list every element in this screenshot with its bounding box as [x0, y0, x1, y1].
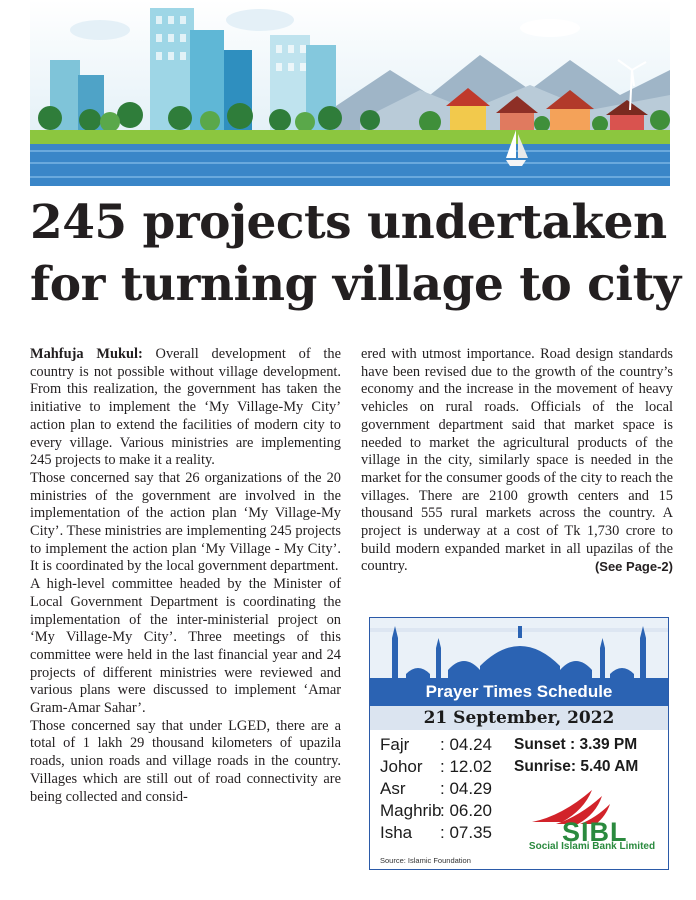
- prayer-row-isha: [380, 822, 510, 844]
- article-column-right: [361, 346, 673, 576]
- prayer-time: : 07.35: [440, 823, 492, 842]
- sibl-logo: [522, 786, 662, 858]
- article-continuation-text: ered with utmost importance. Road design standards have been revised due to the growth of the country’s economy and the increase in the movement of heavy vehicles on rural roads. Officials of the local government department said that market space is needed to market the agricultural products of the village in the city, similarly space is needed in the market for the consumer goods of the city to reach the villages. There are 2100 growth centers and 15 thousand 555 rural markets across the country. A project is underway at a cost of Tk 1,730 crore to build modern expanded market in all upazilas of the country.: [361, 346, 673, 575]
- prayer-name: Asr: [380, 779, 406, 798]
- sibl-wordmark: SIBL: [562, 817, 628, 847]
- city-village-illustration: [30, 0, 670, 186]
- article-paragraph-1: [30, 346, 341, 470]
- byline: Mahfuja Mukul:: [30, 346, 143, 362]
- prayer-row-fajr: [380, 734, 510, 756]
- city-skyline-image: [30, 0, 670, 186]
- prayer-title: Prayer Times Schedule: [370, 678, 668, 706]
- article-continuation: [361, 346, 673, 576]
- sunrise-time: Sunrise: 5.40 AM: [514, 758, 639, 775]
- prayer-row-asr: [380, 778, 510, 800]
- prayer-row-maghrib: [380, 800, 510, 822]
- article-paragraph-3: A high-level committee headed by the Minister of Local Government Department is coordinating the implementation of the inter-ministerial project on ‘My Village-My City’. Three meetings of this committee were held in the last financial year and 24 projects of different ministries were reviewed and various plans were discussed to implement ‘Amar Gram-Amar Sahar’.: [30, 576, 341, 717]
- sun-times: [514, 734, 638, 778]
- prayer-times-list: [380, 734, 510, 844]
- headline: [30, 192, 681, 316]
- prayer-time: : 06.20: [440, 801, 492, 820]
- sunset-time: Sunset : 3.39 PM: [514, 736, 638, 753]
- article-paragraph-1-text: Overall development of the country is not possible without village development. From this realization, the government has taken the initiative to implement the ‘My Village-My City’ action plan to extend the facilities of modern city to every village. Various ministries are implementing 245 projects to make it a reality.: [30, 346, 341, 469]
- prayer-name: Fajr: [380, 735, 410, 754]
- prayer-name: Johor: [380, 757, 423, 776]
- prayer-time: : 04.24: [440, 735, 492, 754]
- prayer-time: : 04.29: [440, 779, 492, 798]
- headline-line-2: for turning village to city: [30, 257, 681, 312]
- prayer-date: 21 September, 2022: [370, 706, 668, 730]
- prayer-name: Isha: [380, 823, 413, 842]
- article-column-left: [30, 346, 341, 806]
- prayer-times-box: [369, 617, 669, 870]
- see-page-link[interactable]: (See Page-2): [594, 559, 673, 575]
- article-paragraph-2: Those concerned say that 26 organizations of the 20 ministries of the government are involved in the implementation of the action plan ‘My Village-My City’. These ministries are implementing 245 projects to implement the action plan ‘My Village - My City’. It is coordinated by the local government department.: [30, 469, 341, 575]
- article-paragraph-4: Those concerned say that under LGED, there are a total of 1 lakh 29 thousand kilometers of upazila roads, union roads and village roads in the country. Villages which are still out of road connectivity are being collected and consid-: [30, 717, 341, 805]
- prayer-time: : 12.02: [440, 757, 492, 776]
- prayer-name: Maghrib: [380, 801, 442, 820]
- prayer-row-johor: [380, 756, 510, 778]
- headline-line-1: 245 projects undertaken: [30, 195, 667, 250]
- sibl-bank-name: Social Islami Bank Limited: [528, 841, 656, 852]
- prayer-source: Source: Islamic Foundation: [380, 856, 471, 865]
